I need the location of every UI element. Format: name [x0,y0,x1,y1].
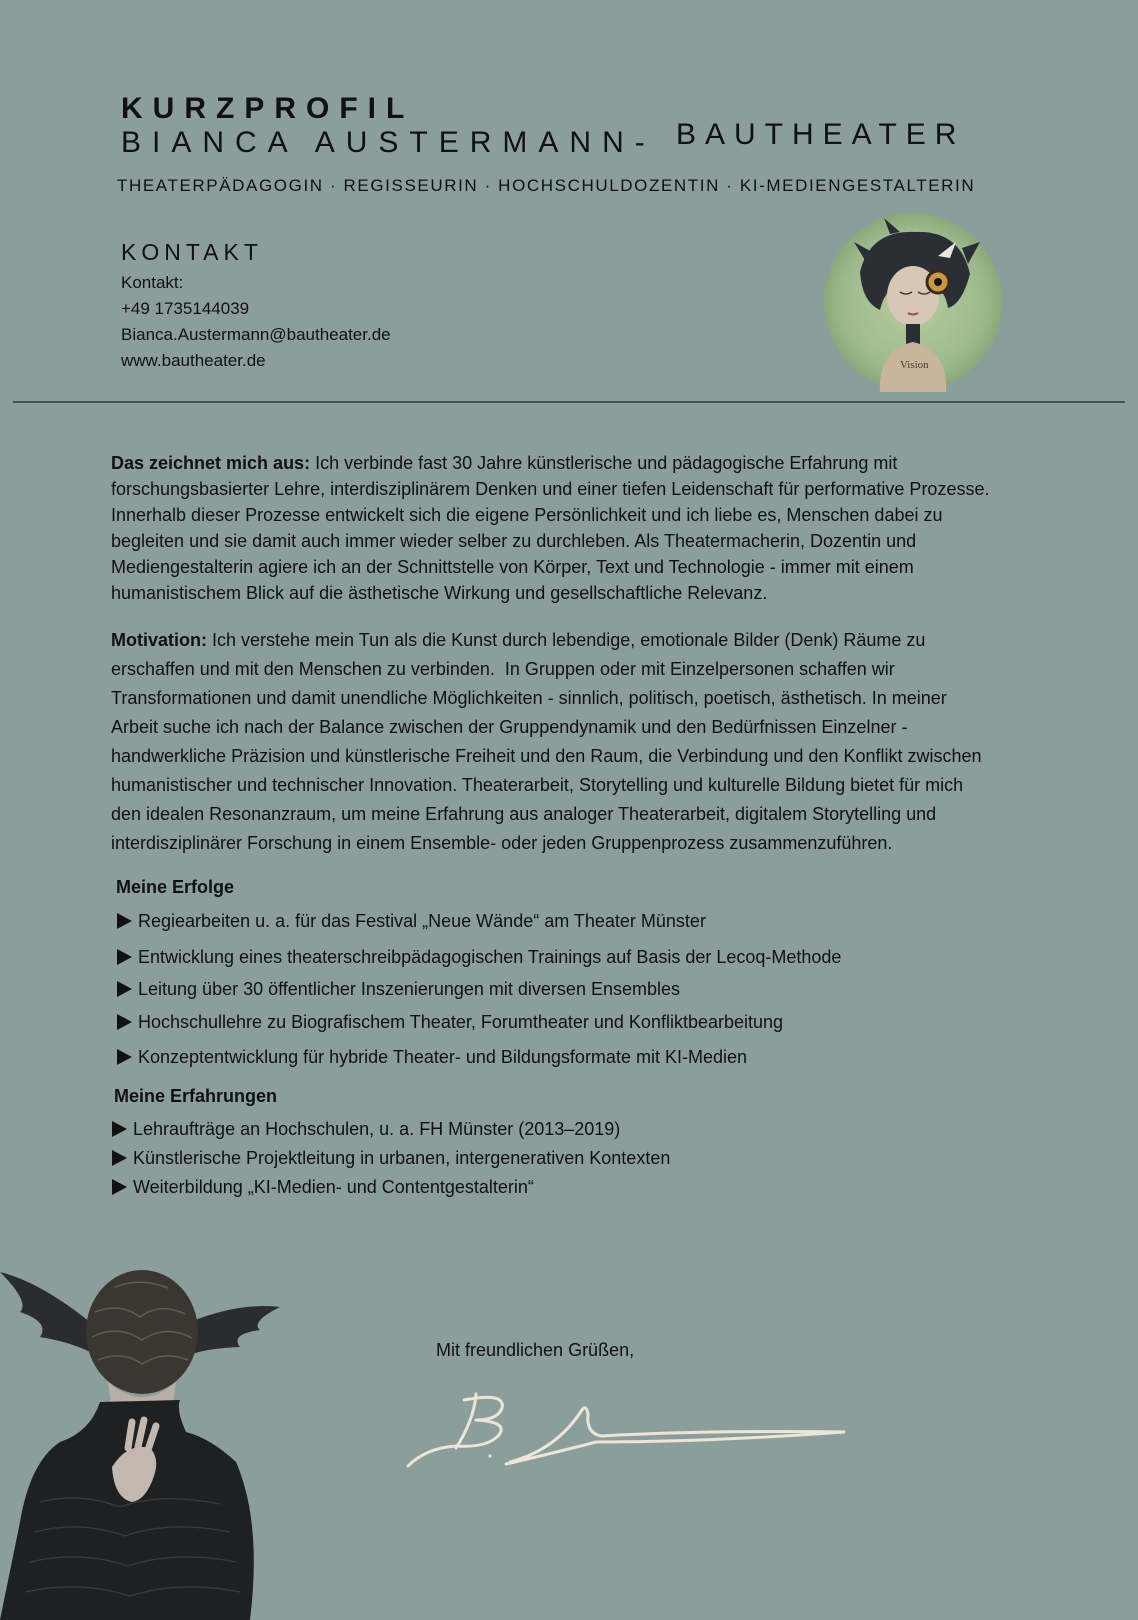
intro-line: forschungsbasierter Lehre, interdisziplinärem Denken und einer tiefen Leidenschaft für performative Prozesse. [111,479,990,499]
motivation-line: Ich verstehe mein Tun als die Kunst durch lebendige, emotionale Bilder (Denk) Räume zu [207,630,926,650]
list-item-text: Lehraufträge an Hochschulen, u. a. FH Münster (2013–2019) [133,1119,621,1139]
contact-website: www.bautheater.de [121,351,266,370]
intro-line: Innerhalb dieser Prozesse entwickelt sich die eigene Persönlichkeit und ich liebe es, Menschen dabei zu [111,505,943,525]
motivation-line: Arbeit suche ich nach der Balance zwischen der Gruppendynamik und den Bedürfnissen Einzelner - [111,717,908,737]
triangle-bullet-icon [112,1179,127,1195]
brand-name: BAUTHEATER [676,118,966,151]
motivation-line: den idealen Resonanzraum, um meine Erfahrung aus analoger Theaterarbeit, digitalem Storytelling und [111,804,937,824]
list-item-text: Künstlerische Projektleitung in urbanen, intergenerativen Kontexten [133,1148,671,1168]
portrait-signature: Vision [900,359,929,371]
contact-email: Bianca.Austermann@bautheater.de [121,325,391,344]
header-divider [13,401,1125,403]
intro-line: Mediengestalterin agiere ich an der Schnittstelle von Körper, Text und Technologie - immer mit einem [111,557,914,577]
list-item [112,1119,620,1140]
handwritten-signature [406,1390,848,1470]
list-item [112,1177,534,1198]
list-item-text: Regiearbeiten u. a. für das Festival „Neue Wände“ am Theater Münster [138,911,706,931]
triangle-bullet-icon [112,1150,127,1166]
triangle-bullet-icon [117,913,132,929]
list-item [112,1148,670,1169]
motivation-line: interdisziplinärer Forschung in einem Ensemble- oder jeden Gruppenprozess zusammenzuführen. [111,833,893,853]
list-item-text: Konzeptentwicklung für hybride Theater- und Bildungsformate mit KI-Medien [138,1047,747,1067]
profile-heading: KURZPROFIL [121,92,415,125]
portrait-image [820,212,1006,392]
triangle-bullet-icon [117,949,132,965]
experience-heading: Meine Erfahrungen [114,1086,278,1106]
winged-figure-image [0,1262,290,1620]
intro-line: humanistischem Blick auf die ästhetische Wirkung und gesellschaftliche Relevanz. [111,583,768,603]
motivation-paragraph [111,626,1056,858]
list-item-text: Entwicklung eines theaterschreibpädagogischen Trainings auf Basis der Lecoq-Methode [138,947,842,967]
list-item-text: Hochschullehre zu Biografischem Theater, Forumtheater und Konfliktbearbeitung [138,1012,784,1032]
motivation-line: humanistischer und technischer Innovation. Theaterarbeit, Storytelling und kulturelle Bildung bietet für mich [111,775,964,795]
motivation-line: erschaffen und mit den Menschen zu verbinden. In Gruppen oder mit Einzelpersonen schaffen wir [111,659,895,679]
list-item [117,947,841,968]
list-item-text: Weiterbildung „KI-Medien- und Contentgestalterin“ [133,1177,534,1197]
list-item-text: Leitung über 30 öffentlicher Inszenierungen mit diversen Ensembles [138,979,680,999]
triangle-bullet-icon [112,1121,127,1137]
achievements-heading: Meine Erfolge [116,877,235,897]
triangle-bullet-icon [117,1014,132,1030]
motivation-line: handwerkliche Präzision und künstlerische Freiheit und den Raum, die Verbindung und den Konflikt zwischen [111,746,982,766]
intro-line: Ich verbinde fast 30 Jahre künstlerische und pädagogische Erfahrung mit [310,453,898,473]
intro-line: begleiten und sie damit auch immer wieder selber zu durchleben. Als Theatermacherin, Dozentin und [111,531,917,551]
triangle-bullet-icon [117,1049,132,1065]
list-item [117,1047,747,1068]
list-item [117,911,706,932]
intro-label: Das zeichnet mich aus: [111,453,311,473]
contact-heading: KONTAKT [121,239,263,265]
list-item [117,1012,783,1033]
contact-phone: +49 1735144039 [121,299,250,318]
intro-paragraph [111,450,1056,606]
motivation-line: Transformationen und damit unendliche Möglichkeiten - sinnlich, politisch, poetisch, ästhetisch. In meiner [111,688,947,708]
person-name: BIANCA AUSTERMANN- [121,126,656,159]
list-item [117,979,680,1000]
contact-label: Kontakt: [121,273,184,292]
triangle-bullet-icon [117,981,132,997]
roles-line: THEATERPÄDAGOGIN · REGISSEURIN · HOCHSCHULDOZENTIN · KI-MEDIENGESTALTERIN [117,176,976,195]
closing-greeting: Mit freundlichen Grüßen, [436,1340,635,1360]
motivation-label: Motivation: [111,630,207,650]
